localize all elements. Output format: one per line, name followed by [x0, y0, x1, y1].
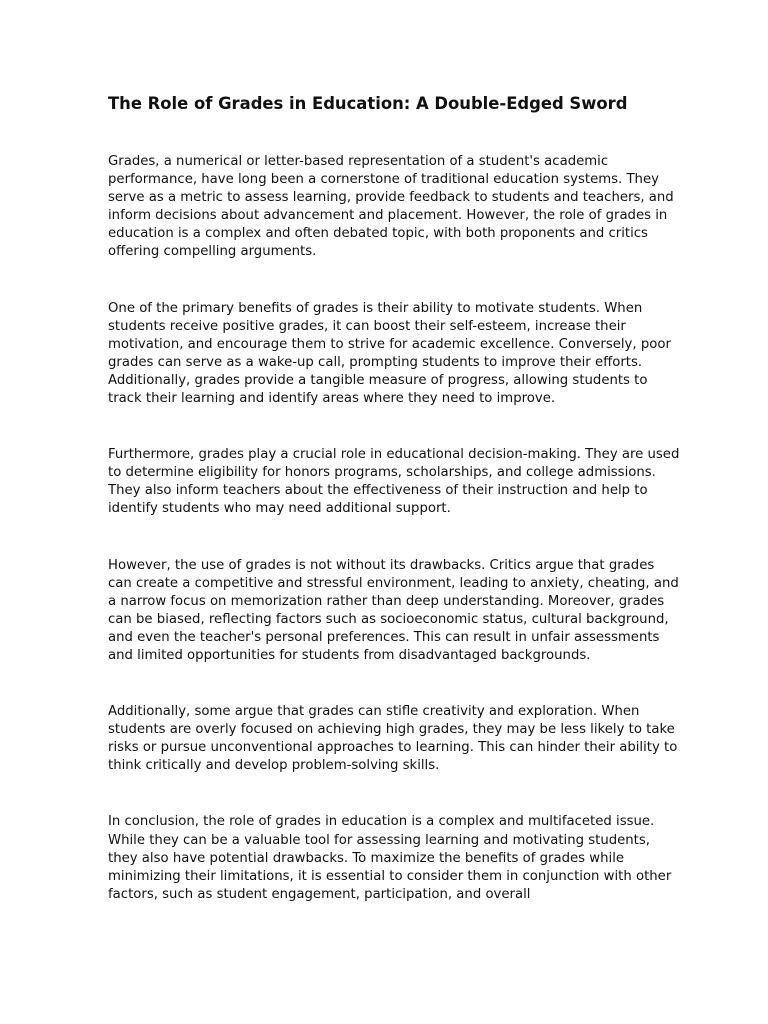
- paragraph-introduction: Grades, a numerical or letter-based representation of a student's academic performance, have long been a cornerstone of traditional education systems. They serve as a metric to assess learning, provide feedback to students and teachers, and inform decisions about advancement and placement. However, the role of grades in education is a complex and often debated topic, with both proponents and critics offering compelling arguments.: [108, 154, 674, 260]
- paragraph-conclusion: In conclusion, the role of grades in education is a complex and multifaceted issue. While they can be a valuable tool for assessing learning and motivating students, they also have potential drawbacks. To maximize the benefits of grades while minimizing their limitations, it is essential to consider them in conjunction with other factors, such as student engagement, participation, and overall: [108, 814, 672, 902]
- paragraph-benefits-motivation: One of the primary benefits of grades is their ability to motivate students. When students receive positive grades, it can boost their self-esteem, increase their motivation, and encourage them to strive for academic excellence. Conversely, poor grades can serve as a wake-up call, prompting students to improve their efforts. Additionally, grades provide a tangible measure of progress, allowing students to track their learning and identify areas where they need to improve.: [108, 300, 671, 407]
- paragraph-creativity: Additionally, some argue that grades can stifle creativity and exploration. When students are overly focused on achieving high grades, they may be less likely to take risks or pursue unconventional approaches to learning. This can hinder their ability to think critically and develop problem-solving skills.: [108, 704, 678, 774]
- paragraph-drawbacks: However, the use of grades is not without its drawbacks. Critics argue that grades can create a competitive and stressful environment, leading to anxiety, cheating, and a narrow focus on memorization rather than deep understanding. Moreover, grades can be biased, reflecting factors such as socioeconomic status, cultural background, and even the teacher's personal preferences. This can result in unfair assessments and limited opportunities for students from disadvantaged backgrounds.: [108, 557, 679, 663]
- document-body: [108, 153, 680, 904]
- document-title: The Role of Grades in Education: A Double-Edged Sword: [108, 94, 628, 113]
- paragraph-decision-making: Furthermore, grades play a crucial role in educational decision-making. They are used to determine eligibility for honors programs, scholarships, and college admissions. They also inform teachers about the effectiveness of their instruction and help to identify students who may need additional support.: [108, 447, 680, 517]
- document-page: [108, 92, 680, 942]
